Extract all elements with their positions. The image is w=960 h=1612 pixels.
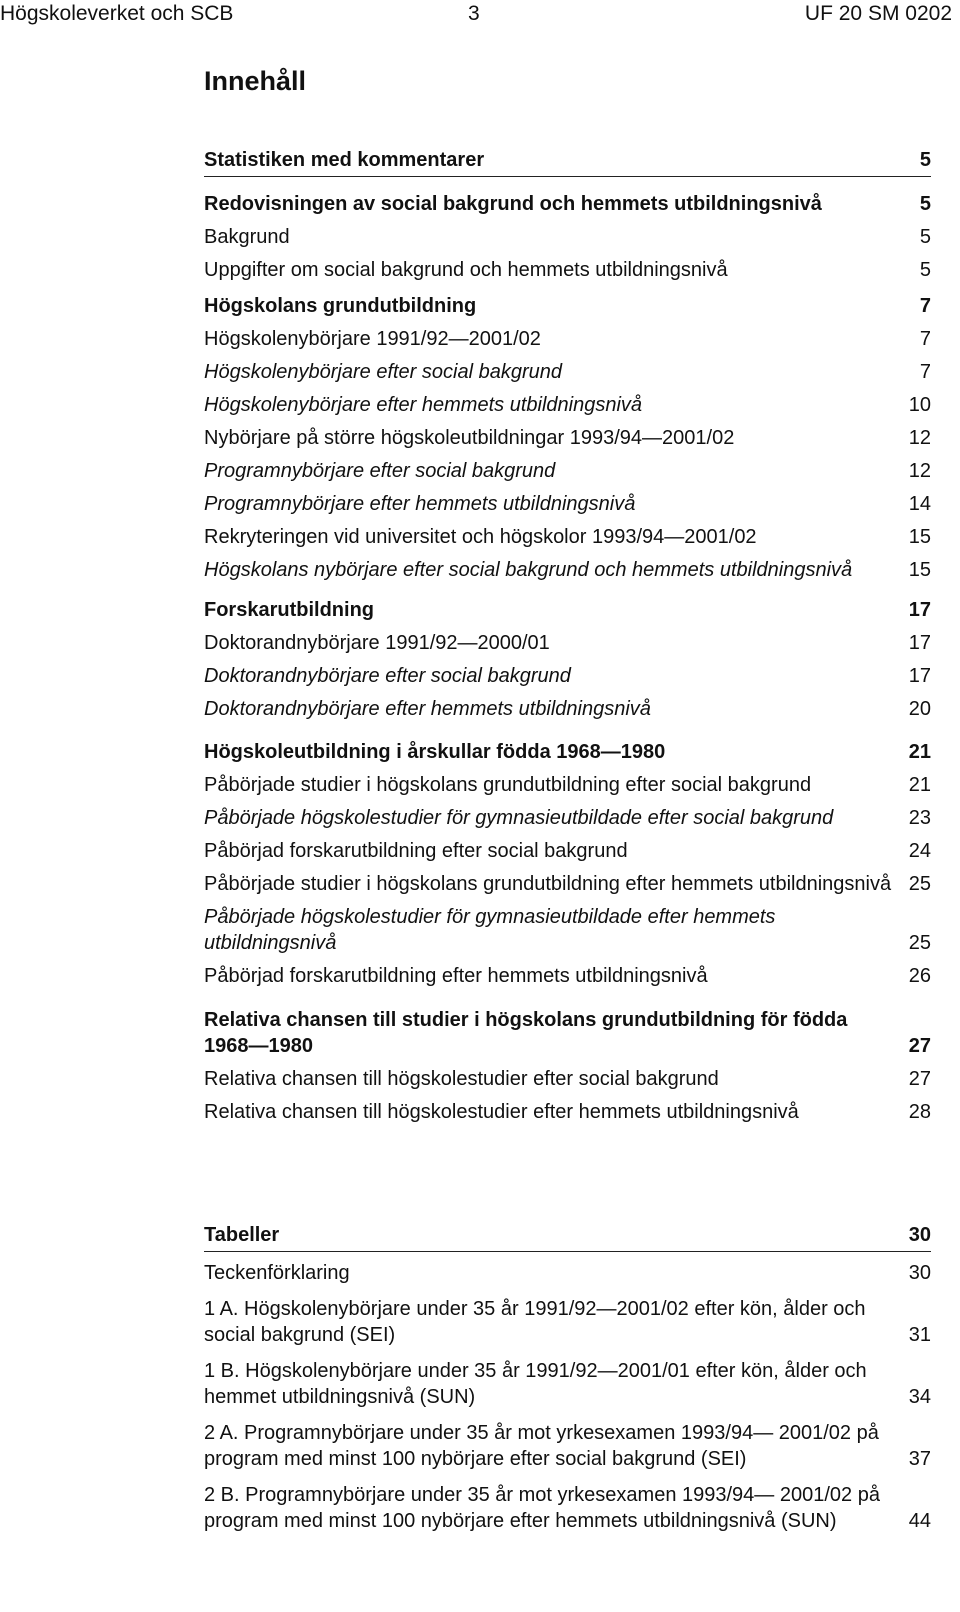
toc-entry-title: 1 A. Högskolenybörjare under 35 år 1991/92—2001/02 efter kön, ålder och social bakgrund (SEI) [204,1298,866,1346]
toc-entry-page: 17 [908,632,931,654]
toc-entry-page: 14 [908,493,931,515]
table-of-contents-tables [204,1222,931,1540]
toc-entry-page: 12 [908,460,931,482]
toc-entry-page: 37 [908,1448,931,1470]
toc-entry-title: Doktorandnybörjare efter social bakgrund [204,665,571,687]
toc-entry-title: Tabeller [204,1224,280,1246]
header-report-id: UF 20 SM 0202 [804,2,952,25]
toc-entry[interactable] [204,630,931,656]
toc-entry-page: 30 [908,1224,931,1246]
toc-entry-title: Påbörjad forskarutbildning efter social bakgrund [204,840,628,862]
toc-entry-title: Högskolenybörjare efter social bakgrund [204,361,562,383]
toc-entry-page: 27 [908,1035,931,1057]
toc-entry-page: 7 [919,328,931,350]
toc-entry-title: Doktorandnybörjare efter hemmets utbildningsnivå [204,698,651,720]
toc-entry[interactable] [204,293,931,319]
toc-entry-page: 28 [908,1101,931,1123]
toc-entry[interactable] [204,326,931,352]
toc-entry-title: Högskoleutbildning i årskullar födda 1968—1980 [204,741,666,763]
toc-entry-page: 10 [908,394,931,416]
toc-entry-page: 15 [908,559,931,581]
toc-entry[interactable] [204,805,931,831]
header-publisher: Högskoleverket och SCB [0,2,234,25]
toc-entry-page: 31 [908,1324,931,1346]
toc-entry[interactable] [204,597,931,623]
toc-table-entry[interactable] [204,1260,931,1286]
toc-entry-title: Redovisningen av social bakgrund och hemmets utbildningsnivå [204,193,822,215]
toc-entry-page: 26 [908,965,931,987]
toc-entry[interactable] [204,359,931,385]
toc-entry[interactable] [204,904,931,956]
toc-entry-page: 23 [908,807,931,829]
toc-table-entry[interactable] [204,1358,931,1410]
toc-entry[interactable] [204,963,931,989]
toc-entry-title: Högskolenybörjare 1991/92—2001/02 [204,328,541,350]
toc-entry-title: Påbörjade studier i högskolans grundutbildning efter hemmets utbildningsnivå [204,873,892,895]
toc-entry-title: Bakgrund [204,226,290,248]
toc-entry-page: 20 [908,698,931,720]
page-title: Innehåll [204,66,307,96]
toc-entry-title: Statistiken med kommentarer [204,149,485,171]
toc-entry-title: Relativa chansen till studier i högskolans grundutbildning för födda 1968—1980 [204,1009,848,1057]
toc-entry-page: 7 [919,361,931,383]
toc-entry[interactable] [204,425,931,451]
toc-entry-title: Påbörjade högskolestudier för gymnasieutbildade efter hemmets utbildningsnivå [204,906,776,954]
toc-entry-title: Teckenförklaring [204,1262,350,1284]
toc-entry-page: 30 [908,1262,931,1284]
toc-entry-page: 5 [919,259,931,281]
toc-entry-title: Högskolans nybörjare efter social bakgrund och hemmets utbildningsnivå [204,559,853,581]
toc-entry-page: 12 [908,427,931,449]
table-of-contents [204,147,931,1131]
toc-entry[interactable] [204,392,931,418]
toc-entry-title: Rekryteringen vid universitet och högskolor 1993/94—2001/02 [204,526,757,548]
toc-entry-page: 21 [908,774,931,796]
toc-entry-page: 44 [908,1510,931,1532]
toc-entry[interactable] [204,739,931,765]
toc-entry-page: 15 [908,526,931,548]
toc-entry-title: 1 B. Högskolenybörjare under 35 år 1991/92—2001/01 efter kön, ålder och hemmet utbildningsnivå (SUN) [204,1360,867,1408]
toc-table-entry[interactable] [204,1222,931,1252]
toc-entry-title: Påbörjad forskarutbildning efter hemmets utbildningsnivå [204,965,708,987]
toc-entry[interactable] [204,458,931,484]
toc-entry[interactable] [204,557,931,583]
toc-entry-page: 17 [908,599,931,621]
toc-entry-title: Högskolans grundutbildning [204,295,477,317]
toc-entry-page: 24 [908,840,931,862]
toc-entry-title: 2 B. Programnybörjare under 35 år mot yrkesexamen 1993/94— 2001/02 på program med minst 100 nybörjare efter hemmets utbildningsnivå (SUN) [204,1484,880,1532]
toc-entry-page: 7 [919,295,931,317]
toc-entry-page: 5 [919,193,931,215]
toc-entry[interactable] [204,491,931,517]
toc-entry[interactable] [204,772,931,798]
toc-entry[interactable] [204,191,931,217]
toc-entry-title: Påbörjade studier i högskolans grundutbildning efter social bakgrund [204,774,812,796]
toc-entry[interactable] [204,224,931,250]
toc-entry[interactable] [204,696,931,722]
header-page-number: 3 [468,2,480,25]
toc-entry-title: Programnybörjare efter hemmets utbildningsnivå [204,493,636,515]
toc-entry-title: Påbörjade högskolestudier för gymnasieutbildade efter social bakgrund [204,807,834,829]
toc-entry[interactable] [204,1066,931,1092]
toc-table-entry[interactable] [204,1482,931,1534]
toc-entry-page: 25 [908,932,931,954]
toc-table-entry[interactable] [204,1420,931,1472]
toc-entry-page: 25 [908,873,931,895]
toc-entry-title: Doktorandnybörjare 1991/92—2000/01 [204,632,550,654]
toc-table-entry[interactable] [204,1296,931,1348]
toc-entry[interactable] [204,524,931,550]
toc-entry-page: 34 [908,1386,931,1408]
toc-entry[interactable] [204,663,931,689]
toc-entry-page: 27 [908,1068,931,1090]
toc-entry[interactable] [204,1099,931,1125]
toc-entry[interactable] [204,147,931,177]
toc-entry-title: Programnybörjare efter social bakgrund [204,460,556,482]
page-header [0,0,960,40]
toc-entry[interactable] [204,838,931,864]
toc-entry-title: Forskarutbildning [204,599,374,621]
toc-entry-title: Högskolenybörjare efter hemmets utbildningsnivå [204,394,643,416]
toc-entry-page: 5 [919,226,931,248]
toc-entry-title: Uppgifter om social bakgrund och hemmets utbildningsnivå [204,259,728,281]
toc-entry[interactable] [204,257,931,283]
toc-entry[interactable] [204,1007,931,1059]
toc-entry-title: Nybörjare på större högskoleutbildningar 1993/94—2001/02 [204,427,735,449]
toc-entry[interactable] [204,871,931,897]
toc-entry-page: 5 [919,149,931,171]
toc-entry-page: 21 [908,741,931,763]
toc-entry-page: 17 [908,665,931,687]
toc-entry-title: Relativa chansen till högskolestudier efter social bakgrund [204,1068,719,1090]
toc-entry-title: Relativa chansen till högskolestudier efter hemmets utbildningsnivå [204,1101,799,1123]
toc-entry-title: 2 A. Programnybörjare under 35 år mot yrkesexamen 1993/94— 2001/02 på program med minst 100 nybörjare efter social bakgrund (SEI) [204,1422,879,1470]
